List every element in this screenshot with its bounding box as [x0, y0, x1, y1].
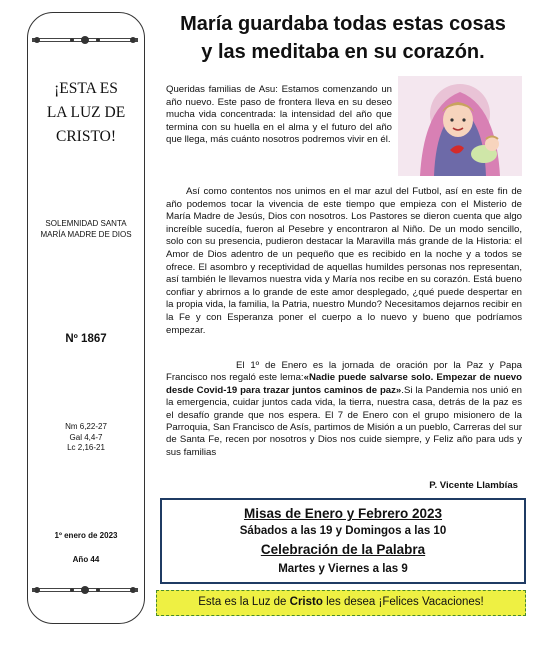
- banner-bold-text: Cristo: [289, 596, 323, 608]
- signature: P. Vicente Llambías: [429, 480, 518, 491]
- word-celebration-title: Celebración de la Palabra: [260, 542, 426, 557]
- feast-line: MARÍA MADRE DE DIOS: [40, 230, 132, 239]
- mass-schedule-title: Misas de Enero y Febrero 2023: [243, 506, 443, 521]
- mary-with-child-illustration-icon: [398, 76, 522, 176]
- feast-name: [28, 218, 144, 240]
- issue-date: 1º enero de 2023: [54, 531, 118, 540]
- body-paragraph: [166, 360, 522, 459]
- issue-number: Nº 1867: [65, 333, 107, 345]
- mass-schedule-box: [160, 498, 526, 584]
- page-title: [158, 10, 528, 66]
- feast-line: SOLEMNIDAD SANTA: [45, 219, 127, 228]
- body-paragraph: Así como contentos nos unimos en el mar azul del Futbol, así en este fin de año podemos tocar la vivencia de este tiempo que empieza con el Misterio de María Madre de Jesús, Dios con nosotros. Los Pastores se dieron cuenta que algo increíble sucedía, fueron al Pesebre y encontraron al Niño. De un modo sencillo, solo con su presencia, pudieron destacar la Maravilla más grande de la Historia: el Amor de Dios adentro de un pequeño que es recibido en la noche y a todos se ofrece. El asombro y receptividad de aquellas humildes personas nos representan, así también le llevamos nuestra vida y María nos recibe en su corazón. Está bueno confiar y abrirnos a lo grande de este amor desplegado, ¿qué puede despertar en la propia vida, la familia, la Patria, nuestro Mundo? Necesitamos dejarnos recibir en la Fe y con Esperanza poner el cuerpo a lo nuevo y bueno que podríamos empezar.: [166, 186, 522, 336]
- reading-ref: Gal 4,4-7: [69, 432, 103, 442]
- banner-text: Esta es la Luz de: [198, 596, 290, 608]
- word-celebration-times: Martes y Viernes a las 9: [278, 563, 408, 575]
- newsletter-title: [28, 77, 144, 149]
- title-line: María guardaba todas estas cosas: [180, 13, 506, 35]
- vacation-banner: [156, 590, 526, 616]
- readings-list: [28, 422, 144, 454]
- title-line: ¡ESTA ES: [54, 80, 118, 97]
- paragraph-text: .Si la Pandemia nos unió en la emergencia, cuidar juntos cada vida, la tierra, nuestra casa, detrás de la paz es el desafío grande que nos espera. El 7 de Enero con el grupo misionero de la Parroquia, San Francisco de Asís, partimos de Misión a un pueblo, Carreras del sur de Santa Fe, recen por nosotros y Dios nos cuide siempre, y Feliz año para uds y sus familias: [166, 384, 522, 458]
- decorative-divider-icon: [32, 33, 138, 47]
- title-line: CRISTO!: [55, 128, 116, 145]
- title-line: LA LUZ DE: [46, 104, 126, 121]
- paragraph-text: El 1º de Enero es la jornada de oración por la Paz y Papa Francisco nos regaló este lema:: [166, 360, 522, 384]
- title-line: y las meditaba en su corazón.: [201, 41, 485, 63]
- sidebar-panel: [27, 12, 145, 624]
- banner-text: les desea ¡Felices Vacaciones!: [322, 596, 484, 608]
- reading-ref: Nm 6,22-27: [65, 422, 107, 431]
- mass-schedule-times: Sábados a las 19 y Domingos a las 10: [239, 525, 447, 537]
- reading-ref: Lc 2,16-21: [67, 443, 105, 452]
- pope-motto: «Nadie puede salvarse solo. Empezar de nuevo desde Covid-19 para trazar juntos caminos de paz»: [166, 372, 522, 396]
- issue-year: Año 44: [72, 555, 100, 564]
- decorative-divider-icon: [32, 583, 138, 597]
- greeting-paragraph: Queridas familias de Asu: Estamos comenzando un año nuevo. Este paso de frontera lleva en su deseo mucha vida concentrada: la intensidad del año que termina con su huella en el alma y el futuro del año que llega, más cuánto nosotros podremos vivir en él.: [166, 84, 392, 146]
